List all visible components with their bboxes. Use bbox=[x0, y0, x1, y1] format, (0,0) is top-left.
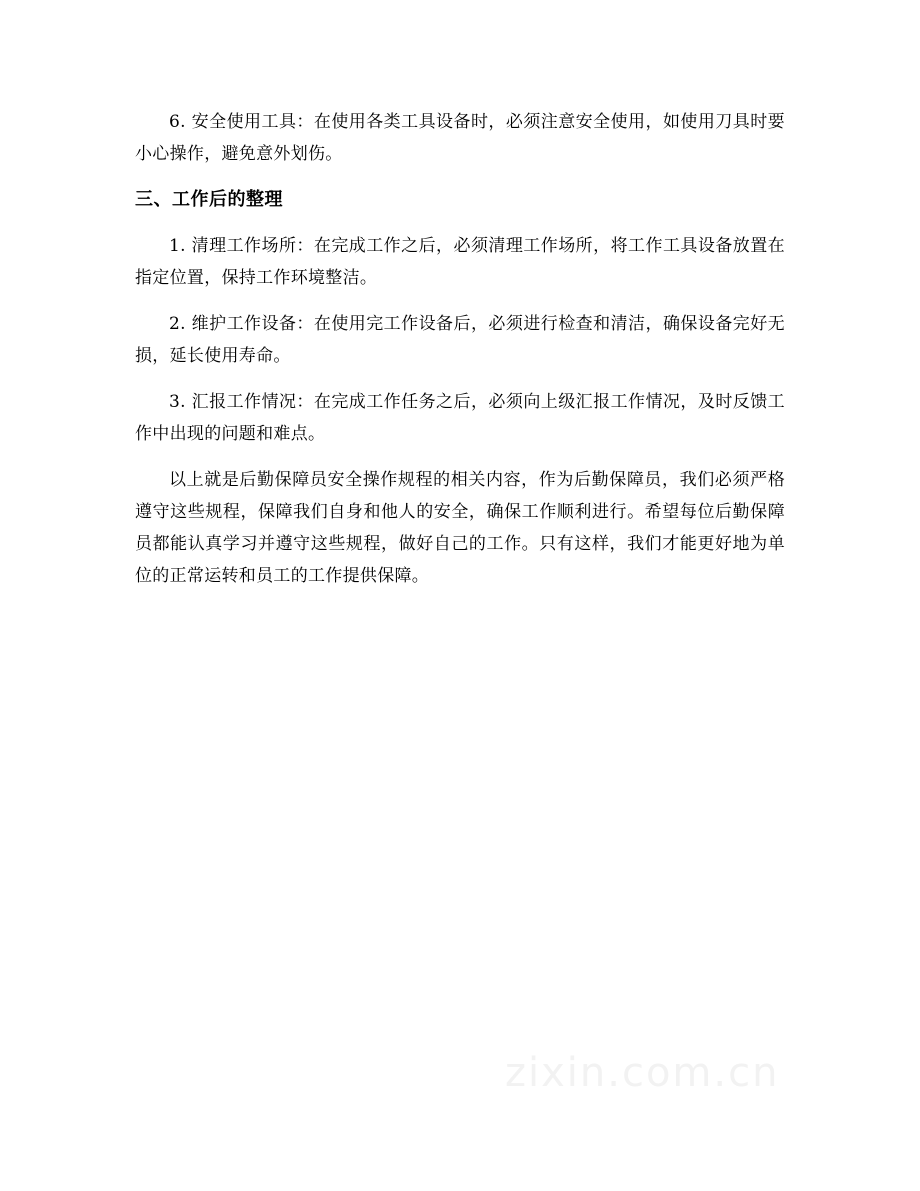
section-heading: 三、工作后的整理 bbox=[135, 189, 283, 210]
list-item-clean-workplace: 1. 清理工作场所：在完成工作之后，必须清理工作场所，将工作工具设备放置在指定位置，保持工作环境整洁。 bbox=[135, 236, 785, 288]
document-body bbox=[135, 106, 785, 606]
list-item-maintain-equipment: 2. 维护工作设备：在使用完工作设备后，必须进行检查和清洁，确保设备完好无损，延长使用寿命。 bbox=[135, 314, 785, 366]
watermark: zixin.com.cn bbox=[505, 1050, 780, 1096]
conclusion-paragraph: 以上就是后勤保障员安全操作规程的相关内容，作为后勤保障员，我们必须严格遵守这些规程，保障我们自身和他人的安全，确保工作顺利进行。希望每位后勤保障员都能认真学习并遵守这些规程，做好自己的工作。只有这样，我们才能更好地为单位的正常运转和员工的工作提供保障。 bbox=[135, 470, 785, 586]
list-item-report-work: 3. 汇报工作情况：在完成工作任务之后，必须向上级汇报工作情况，及时反馈工作中出现的问题和难点。 bbox=[135, 392, 785, 444]
paragraph-tool-safety: 6. 安全使用工具：在使用各类工具设备时，必须注意安全使用，如使用刀具时要小心操作，避免意外划伤。 bbox=[135, 112, 785, 164]
